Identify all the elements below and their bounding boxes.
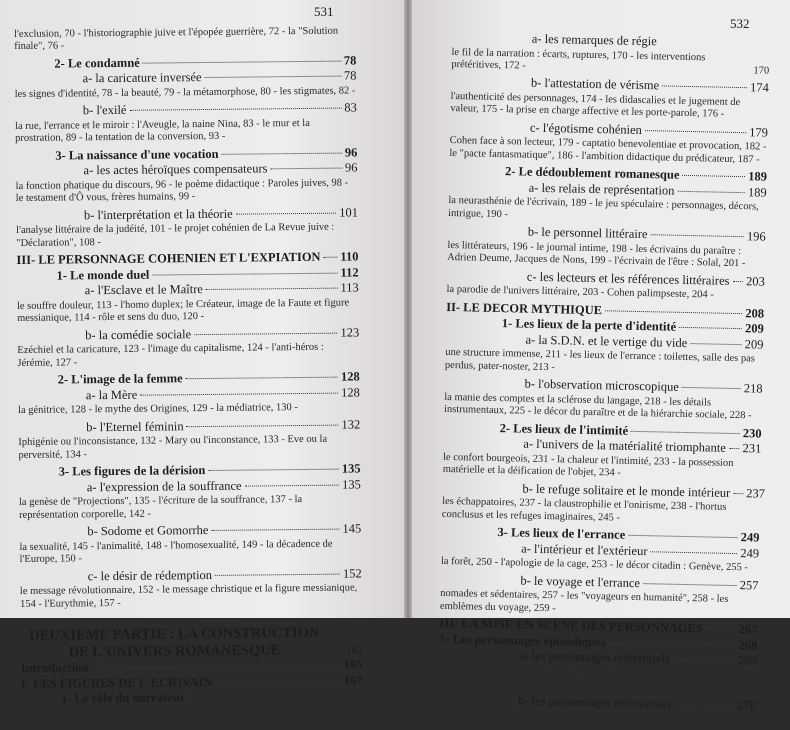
toc-leader-dots [194,332,337,335]
toc-page-number: 249 [740,545,760,561]
toc-subtopics [15,117,357,145]
toc-page-number: 110 [340,249,359,264]
toc-leader-dots [682,387,741,389]
toc-entry-label: c- le désir de rédemption [87,567,213,583]
toc-leader-dots [270,168,342,170]
toc-page-number: 101 [339,205,359,220]
toc-entry-label: 1- Le monde duel [56,267,150,283]
toc-entry-label: a- l'univers de la matérialité triomphante [523,436,726,455]
toc-page-number: 162 [345,644,363,657]
toc-subtopics-text: le message révolutionnaire, 152 - le message christique et la figure messianique, 154 - l'Eurythmie, 157 - [19,582,358,610]
toc-leader-dots [152,272,337,275]
toc-leader-dots [222,152,342,154]
toc-entry-label: a- les actes héroïques compensateurs [83,161,268,178]
right-page [412,0,790,725]
toc-page-number: 128 [340,369,360,384]
toc-entry-label: b- l'interprétation et la théorie [83,206,233,223]
toc-entry-label: c- l'égotisme cohénien [529,120,643,137]
toc-subtopics [19,494,361,522]
toc-subtopics-text: les littérateurs, 196 - le journal intime, 198 - les écrivains du paraître : Adrien Deume, Jacques de Nons, 199 - l'écrivain de l'être : Solal, 201 - [447,239,746,270]
toc-page-number: 231 [742,441,762,456]
toc-entry-label: a- l'Esclave et le Maître [84,282,203,298]
toc-page-number: 167 [344,673,363,688]
part-title: DEUXIEME PARTIE : LA CONSTRUCTION DE L'UNIVERS ROMANESQUE [29,624,320,661]
toc-page-number: 267 [738,622,758,637]
toc-entry-label: III- LE PERSONNAGE COHENIEN ET L'EXPIATION [16,249,321,268]
toc-leader-dots [140,392,338,395]
toc-subtopics-text: Iphigénie ou l'inconsistance, 132 - Mary ou l'inconstance, 133 - Eve ou la perversité, 134 - [18,434,328,461]
page-number: 531 [314,4,334,19]
toc-entry-label: b- l'attestation de vérisme [530,76,660,93]
toc-page-number: 123 [340,325,360,340]
toc-subtopics-text: la fonction phatique du discours, 96 - le poème didactique : Paroles juives, 98 - le testament d'Ô vous, frères humains, 99 - [15,177,349,205]
toc-subtopics [444,392,762,423]
toc-page-number: 257 [739,577,759,593]
toc-page-number: 218 [743,381,763,396]
toc-entry-label: a- l'intérieur et l'extérieur [521,541,648,558]
toc-subtopics [448,195,766,226]
book-gutter [404,0,412,618]
toc-entry-label: I- LES FIGURES DE L'ECRIVAIN [20,674,213,691]
toc-leader-dots [187,424,339,427]
toc-subtopics [17,342,359,370]
toc-page-number: 268 [738,637,758,653]
toc-page-number: 189 [747,184,767,200]
toc-leader-dots [605,310,742,314]
toc-subtopics-text: l'animalité, la pathologie et la métamorphose, 271 - l'anomalie du portrait et la tératologie humaine, 275 - [438,663,747,690]
toc-subtopics-text: Ezéchiel et la caricature, 123 - l'image du capitalisme, 124 - l'anti-héros : Jérémie, 127 - [17,342,324,369]
toc-page-number: 278 [737,697,757,713]
toc-page-number: 208 [745,305,765,321]
toc-leader-dots [211,529,339,531]
toc-subtopics-text: l'analyse littéraire de la judéité, 101 - le projet cohénien de La Revue juive : "Déclaration", 108 - [16,222,335,249]
toc-leader-dots [690,343,741,345]
toc-leader-dots [129,108,341,111]
toc-entry-label: b- la comédie sociale [85,326,192,343]
toc-page-number: 269 [737,653,758,668]
toc-entry-label: III- LA MISE EN SCENE DES PERSONNAGES [439,615,703,636]
toc-subtopics [16,177,358,205]
toc-entry-label: c- les lecteurs et les références littéraires [526,269,730,288]
toc-page-number: 128 [341,385,360,400]
toc-subtopics [19,538,361,566]
toc-entry-label: II- LE DECOR MYTHIQUE [446,299,603,317]
toc-entry-label: b- l'Eternel féminin [86,418,184,435]
toc-leader-dots [628,535,737,538]
toc-leader-dots [215,573,340,575]
toc-subtopics-text: Cohen face à son lecteur, 179 - captatio benevolentiae et provocation, 182 - le "pacte fantasmatique", 186 - l'ambition didactique du prédicateur, 187 - [449,135,767,166]
toc-page-number: 152 [342,565,362,581]
toc-page-number: 96 [344,145,358,160]
toc-subtopics-text: nomades et sédentaires, 257 - les "voyageurs en humanité", 258 - les emblèmes du voyage, 259 - [439,588,729,614]
toc-entry-label: 2- Le dédoublement romanesque [504,164,680,182]
toc-subtopics [15,85,357,101]
toc-leader-dots [324,257,338,258]
toc-leader-dots [706,628,736,630]
toc-subtopics [17,297,359,325]
toc-page-number: 174 [749,80,770,96]
toc-entry [21,689,363,708]
toc-subtopics-text: les échappatoires, 237 - la claustrophilie et l'onirisme, 238 - l'hortus conclusus et les refuges imaginaires, 245 - [441,496,727,524]
toc-subtopics-text: le contrepoint, 280 - les Moires et le tribunal bourgeois, 283 - [437,707,697,725]
toc-subtopics-text: la génitrice, 128 - le mythe des Origines, 129 - la médiatrice, 130 - [17,402,298,417]
toc-subtopics-text: le confort bourgeois, 231 - la chaleur et l'intimité, 233 - la possession matérielle et la déification de l'objet, 234 - [442,451,734,479]
toc-entry-label: a- l'expression de la souffrance [86,478,242,495]
toc-entry-label: b- le refuge solitaire et le monde intérieur [522,481,731,500]
table-of-contents [437,30,769,730]
toc-subtopics [447,240,765,271]
toc-entry-label: a- les personnages référentiels [518,648,671,666]
toc-leader-dots [645,130,746,133]
toc-subtopics-text: la neurasthénie de l'écrivain, 189 - le jeu spéculaire : personnages, décors, intrigue, 190 - [448,195,759,220]
toc-page-number: 249 [740,530,760,545]
toc-entry-label: a- la Mère [85,387,138,403]
toc-entry-label: 3- La naissance d'une vocation [55,146,219,163]
toc-page-number: 189 [748,169,768,184]
toc-page-number: 203 [745,273,765,289]
toc-subtopics [18,434,360,462]
left-page [0,0,404,707]
toc-subtopics [443,452,761,483]
toc-leader-dots [92,665,341,669]
toc-entry-label: b- l'exilé [82,103,127,118]
toc-entry-label: a- les remarques de régie [531,31,657,49]
toc-subtopics-text: le fil de la narration : écarts, ruptures, 170 - les interventions prétéritives, 172 - [451,46,706,72]
toc-leader-dots [186,377,338,380]
toc-subtopics-text: la parodie de l'univers littéraire, 203 - Cohen palimpseste, 204 - [446,284,714,301]
toc-subtopics [18,402,360,418]
toc-subtopics [440,588,758,619]
toc-page-number: 112 [340,265,359,280]
toc-page-number: 179 [749,124,769,140]
toc-leader-dots [245,484,340,486]
toc-subtopics [438,664,756,695]
toc-page-number: 209 [744,321,764,336]
toc-page-number: 132 [341,417,361,432]
toc-page-number: 78 [343,53,357,68]
table-of-contents [14,24,363,708]
toc-entry-label: 3- Les figures de la dérision [58,463,206,479]
toc-entry-label: 2- Le condamné [54,55,140,71]
toc-entry-label: a- la caricature inversée [82,70,202,86]
toc-entry-label: b- le voyage et l'errance [520,573,641,590]
toc-entry-label: 2- Les lieux de l'intimité [499,420,629,438]
toc-entry-label: 3- Les lieux de l'errance [497,524,626,542]
toc-leader-dots [673,659,735,661]
toc-leader-dots [631,430,740,433]
toc-leader-dots [650,551,737,554]
toc-subtopics-text: le souffre douleur, 113 - l'homo duplex; le Créateur, image de la Faute et figure messianique, 114 - rôle et sens du duo, 120 - [16,297,350,325]
toc-page-number: 165 [343,657,363,672]
toc-leader-dots [679,327,742,329]
toc-leader-dots [729,448,740,449]
toc-page-number: 113 [340,280,359,295]
toc-page-number: 96 [344,160,358,175]
toc-subtopics [451,47,769,78]
toc-subtopics [445,347,763,378]
toc-page-number: 145 [342,521,362,536]
toc-leader-dots [675,703,734,705]
toc-entry-label: Introduction [20,660,89,676]
toc-leader-dots [208,469,339,471]
toc-page-number: 237 [746,485,766,501]
toc-entry-label: 1- Les personnages épisodiques [439,631,606,649]
toc-subtopics [14,25,356,53]
toc-entry-label: 1- Le rôle du narrateur [60,690,186,707]
toc-leader-dots [682,175,745,177]
toc-page-number: 83 [344,100,357,115]
toc-subtopics [16,222,358,250]
toc-subtopics-text: la manie des comptes et la sclérose du langage, 218 - les détails instrumentaux, 225 - le décor du paraître et de la hiérarchie sociale, 228 - [443,391,752,422]
toc-page-number: 135 [341,477,361,492]
toc-subtopics-text: la rue, l'errance et le miroir : l'Aveugle, la naine Nina, 83 - le mur et la prostration, 89 - la tentation de la conversion, 93 - [14,117,310,145]
toc-subtopics [450,91,768,122]
toc-leader-dots [677,191,744,193]
toc-entry-label: b- Sodome et Gomorrhe [87,523,209,539]
toc-entry-label: 1- Les lieux de la perte d'identité [501,316,677,334]
toc-leader-dots [143,60,341,63]
toc-subtopics-text: l'authenticité des personnages, 174 - les didascalies et le jugement de valeur, 175 - la prise en charge affective et les porte-parole, 176 - [450,90,741,121]
toc-leader-dots [206,288,338,290]
toc-subtopics [20,583,362,611]
toc-page-number: 196 [746,229,766,244]
toc-leader-dots [205,76,341,78]
toc-subtopics-text: les signes d'identité, 78 - la beauté, 79 - la métamorphose, 80 - les stigmates, 82 - [14,85,356,100]
toc-leader-dots [609,642,736,646]
toc-page-number: 135 [341,461,361,476]
toc-entry-label: b- les personnages embrayeurs [517,693,672,711]
toc-page-number: 209 [744,336,764,352]
toc-entry-label: b- l'observation microscopique [524,376,680,394]
toc-leader-dots [643,583,737,586]
toc-subtopics [442,496,760,527]
toc-page-number: 170 [753,65,770,77]
part-heading [20,610,362,661]
toc-subtopics-text: une structure immense, 211 - les lieux de l'errance : toilettes, salle des pas perdus, pater-noster, 213 - [444,347,755,373]
toc-leader-dots [236,212,337,214]
toc-subtopics-text: la sexualité, 145 - l'animalité, 148 - l'homosexualité, 149 - la décadence de l'Europe, 150 - [19,538,333,566]
toc-subtopics-text: la forêt, 250 - l'apologie de la cage, 253 - le décor citadin : Genève, 255 - [440,556,749,574]
toc-entry-label: a- les relais de représentation [528,180,675,198]
toc-subtopics-text: la genèse de "Projections", 135 - l'écriture de la souffrance, 137 - la représentation corporelle, 142 - [18,494,303,521]
toc-entry-label: a- la S.D.N. et le vertige du vide [525,332,688,350]
toc-page-number: 78 [343,68,357,83]
page-number: 532 [730,16,750,31]
toc-subtopics [449,135,767,166]
toc-leader-dots [732,280,743,281]
toc-leader-dots [650,234,744,237]
toc-entry-label: b- le personnel littéraire [527,224,648,242]
toc-leader-dots [733,492,743,493]
toc-entry-label: 2- L'image de la femme [57,371,183,387]
toc-subtopics-text: l'exclusion, 70 - l'historiographie juive et l'épopée guerrière, 72 - la "Solution finale", 76 - [14,25,339,53]
toc-leader-dots [662,86,747,89]
toc-leader-dots [215,680,341,682]
toc-page-number: 230 [742,425,762,441]
